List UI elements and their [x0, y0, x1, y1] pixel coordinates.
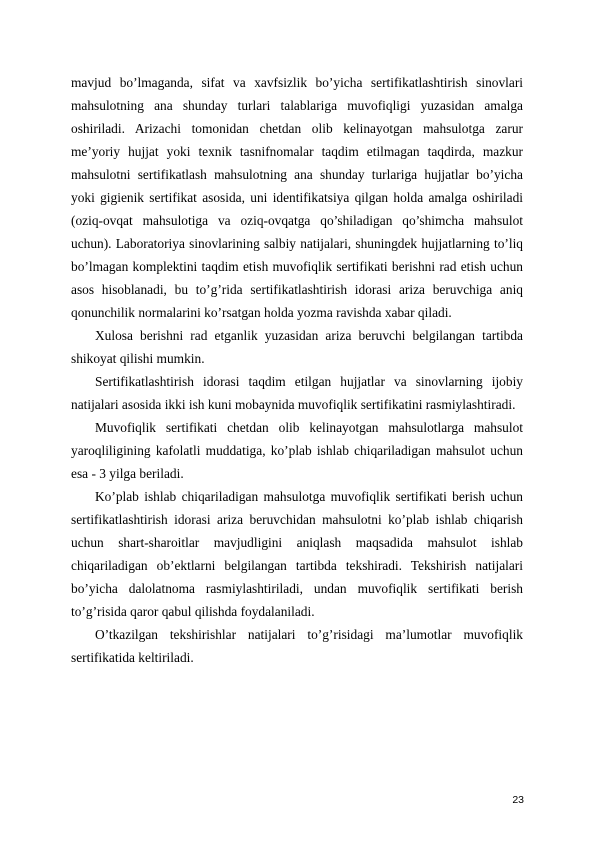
paragraph: Muvofiqlik sertifikati chetdan olib kelinayotgan mahsulotlarga mahsulot yaroqliligining kafolatli muddatiga, ko’plab ishlab chiqariladigan mahsulot uchun esa - 3 yilga beriladi. [71, 420, 523, 481]
paragraph: O’tkazilgan tekshirishlar natijalari to’g’risidagi ma’lumotlar muvofiqlik sertifikatida keltiriladi. [71, 627, 523, 665]
paragraph: Ko’plab ishlab chiqariladigan mahsulotga muvofiqlik sertifikati berish uchun sertifikatlashtirish idorasi ariza beruvchidan mahsulotni ko’plab ishlab chiqarish uchun shart-sharoitlar mavjudligini aniqlash maqsadida mahsulot ishlab chiqariladigan ob’ektlarni belgilangan tartibda tekshiradi. Tekshirish natijalari bo’yicha dalolatnoma rasmiylashtiriladi, undan muvofiqlik sertifikati berish to’g’risida qaror qabul qilishda foydalaniladi. [71, 489, 523, 619]
document-body [71, 71, 523, 669]
paragraph-continuation: mavjud bo’lmaganda, sifat va xavfsizlik bo’yicha sertifikatlashtirish sinovlari mahsulotning ana shunday turlari talablariga muvofiqligi yuzasidan amalga oshiriladi. Arizachi tomonidan chetdan olib kelinayotgan mahsulotga zarur me’yoriy hujjat yoki texnik tasnifnomalar taqdim etilmagan taqdirda, mazkur mahsulotni sertifikatlash mahsulotning ana shunday turlariga hujjatlar bo’yicha yoki gigienik sertifikat asosida, uni identifikatsiya qilgan holda amalga oshiriladi (oziq-ovqat mahsulotiga va oziq-ovqatga qo’shiladigan qo’shimcha mahsulot uchun). Laboratoriya sinovlarining salbiy natijalari, shuningdek hujjatlarning to’liq bo’lmagan komplektini taqdim etish muvofiqlik sertifikati berishni rad etish uchun asos hisoblanadi, bu to’g’rida sertifikatlashtirish idorasi ariza beruvchiga aniq qonunchilik normalarini ko’rsatgan holda yozma ravishda xabar qiladi. [71, 75, 523, 320]
page-number: 23 [512, 794, 524, 806]
paragraph: Xulosa berishni rad etganlik yuzasidan ariza beruvchi belgilangan tartibda shikoyat qilishi mumkin. [71, 328, 523, 366]
paragraph: Sertifikatlashtirish idorasi taqdim etilgan hujjatlar va sinovlarning ijobiy natijalari asosida ikki ish kuni mobaynida muvofiqlik sertifikatini rasmiylashtiradi. [71, 374, 523, 412]
